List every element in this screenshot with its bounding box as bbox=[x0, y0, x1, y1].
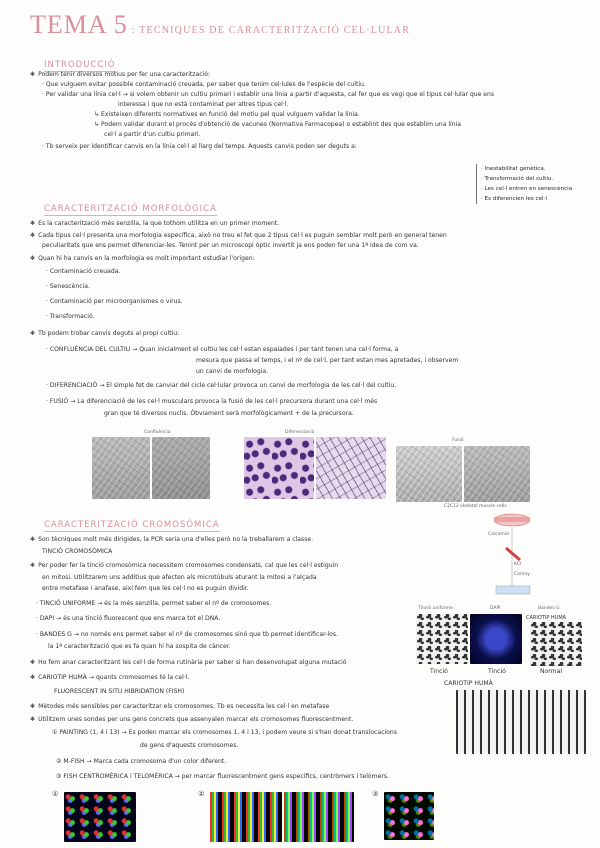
uniform-staining-image bbox=[416, 614, 468, 664]
bullet-star-icon: ✱ bbox=[30, 71, 36, 78]
morpho-line-6: · Contaminació per microorganismes o virus. bbox=[46, 298, 183, 305]
chromo-line-16: ② M-FISH → Marca cada cromosoma d'un color diferent. bbox=[56, 758, 227, 765]
procedure-diagram bbox=[476, 508, 586, 598]
bullet-star-icon: ✱ bbox=[30, 703, 36, 710]
morpho-line-9: · CONFLUÈNCIA DEL CULTIU → Quan inicialment el cultiu les cel·l estan espaiades i per tant tenen una cel·l forma, a bbox=[46, 346, 399, 353]
panel-label-uniform: Tinció uniforme bbox=[418, 606, 453, 611]
change-cause-item: · Inestabilitat genètica. bbox=[481, 166, 546, 172]
intro-line-1: · Que vulguem evitar possible contaminació creuada, per saber que tenim cel·lules de l'espècie del cultiu. bbox=[42, 81, 366, 88]
bullet-star-icon: ✱ bbox=[30, 674, 36, 681]
chromo-line-14: ① PAINTING (1, 4 i 13) → Es poden marcar els cromosomes 1, 4 i 13, i podem veure si s'han donat translocacions bbox=[52, 729, 397, 736]
syringe-icon bbox=[506, 548, 520, 560]
image-label-fusion: Fusió bbox=[452, 438, 464, 443]
differentiation-image-2 bbox=[316, 437, 386, 499]
image-label-confluence: Confluència bbox=[144, 430, 171, 435]
intro-line-4: ↳ Existeixen diferents normatives en funció del motiu pel qual vulguem validar la línia. bbox=[94, 111, 360, 118]
morpho-line-12: · DIFERENCIACIÓ → El simple fet de canviar del cicle cel·lular provoca un canvi de morfologia de les cel·l del cultiu. bbox=[46, 382, 397, 389]
morpho-line-2: peculiaritats que ens permet diferenciar-les. Tenint per un microscopi òptic invertit ja ens poden fer una 1ª idea de com va. bbox=[42, 242, 419, 249]
morpho-line-0: ✱ Es la caracterització més senzilla, la que tothom utilitza en un primer moment. bbox=[30, 220, 280, 227]
panel-label-dapi: DAPI bbox=[490, 606, 501, 611]
karyotype-image bbox=[456, 690, 586, 754]
intro-line-6: cel·l a partir d'un cultiu primari. bbox=[104, 131, 201, 138]
change-cause-item: · Transformació del cultiu. bbox=[481, 176, 554, 182]
section-heading-chromo: CARACTERITZACIÓ CROMOSÒMICA bbox=[44, 520, 220, 530]
change-cause-item: · Les cel·l entren en senescència bbox=[481, 186, 573, 192]
section-heading-intro: INTRODUCCIÓ bbox=[44, 60, 116, 70]
intro-line-7: · Tb serveix per identificar canvis en la línia cel·l al llarg del temps. Aquests canvis poden ser deguts a: bbox=[42, 143, 357, 150]
bullet-star-icon: ✱ bbox=[30, 716, 36, 723]
chromo-line-17: ③ FISH CENTROMÈRICA i TELOMÈRICA → per marcar fluorescentment gens específics, centròmers i telòmers. bbox=[56, 773, 389, 780]
chromo-line-4: entre metafase i anafase, així fem que les cel·l no es puguin dividir. bbox=[42, 585, 249, 592]
karyotype-caption: CARIOTIP HUMÀ bbox=[444, 680, 493, 687]
morpho-line-4: · Contaminació creuada. bbox=[46, 268, 121, 275]
chromo-line-10: ✱ CARIOTIP HUMÀ → quants cromosomes té la cel·l. bbox=[30, 674, 190, 681]
fish-marker-3: ③ bbox=[372, 790, 379, 798]
fish-marker-1: ① bbox=[52, 790, 59, 798]
chromo-line-3: en mitosi. Utilitzarem uns additius que afecten als microtúbuls aturant la mitosi a l'alçada bbox=[42, 574, 317, 581]
fish-painting-image bbox=[64, 792, 136, 842]
confluence-image-2 bbox=[152, 437, 210, 499]
page-title bbox=[30, 10, 410, 40]
fusion-image-2 bbox=[464, 446, 530, 502]
morpho-line-8: ✱ Tb podem trobar canvis deguts al propi cultiu: bbox=[30, 330, 180, 337]
bullet-star-icon: ✱ bbox=[30, 232, 36, 239]
chromo-line-2: ✱ Per poder fer la tinció cromosòmica necessitem cromosomes condensats, cal que les cel·l estiguin bbox=[30, 562, 339, 569]
bullet-star-icon: ✱ bbox=[30, 659, 36, 666]
bullet-star-icon: ✱ bbox=[30, 562, 36, 569]
fusion-caption: C2C12 skeletal muscle cells bbox=[444, 504, 507, 509]
change-cause-item: · Es diferencien les cel·l bbox=[481, 196, 547, 202]
chromo-line-11: FLUORESCENT IN SITU HIBRIDATION (FISH) bbox=[54, 688, 185, 695]
section-heading-morpho: CARACTERITZACIÓ MORFOLÒGICA bbox=[44, 204, 217, 214]
morpho-line-7: · Transformació. bbox=[46, 313, 95, 320]
intro-line-3: interessa i que no està contaminat per altres tipus cel·l. bbox=[118, 101, 289, 108]
differentiation-image-1 bbox=[244, 437, 314, 499]
bullet-star-icon: ✱ bbox=[30, 330, 36, 337]
bullet-star-icon: ✱ bbox=[30, 536, 36, 543]
bullet-star-icon: ✱ bbox=[30, 255, 36, 262]
panel-under-label-2: Tinció bbox=[488, 668, 506, 675]
chromo-line-7: · BANDES G → no només ens permet saber el nº de cromosomes sinó que tb permet identificar-los. bbox=[36, 631, 338, 638]
diagram-label-carnoy: Carnoy bbox=[514, 572, 530, 577]
culture-dish-body bbox=[494, 517, 530, 522]
panel-under-label-3: Normal bbox=[540, 668, 563, 675]
intro-line-0: ✱ Podem tenir diversos motius per fer una caracterització: bbox=[30, 71, 211, 78]
slide-icon bbox=[496, 586, 530, 594]
chromo-line-8: la 1ª caracterització que es fa quan hi ha sospita de càncer. bbox=[48, 643, 231, 650]
confluence-image-1 bbox=[92, 437, 150, 499]
morpho-line-10: mesura que passa el temps, i el nº de cel·l, per tant estan mes apretades, i observem bbox=[196, 357, 459, 364]
chromo-line-5: · TINCIÓ UNIFORME → és la més senzilla, permet saber el nº de cromosomes. bbox=[36, 600, 272, 607]
title-main: TEMA 5 bbox=[30, 10, 128, 39]
chromo-line-6: · DAPI → és una tinció fluorescent que ens marca tot el DNA. bbox=[36, 615, 221, 622]
image-label-differentiation: Diferenciació bbox=[285, 430, 315, 435]
fusion-image-1 bbox=[396, 446, 462, 502]
dapi-staining-image bbox=[470, 614, 522, 664]
mfish-image-1 bbox=[210, 792, 282, 842]
chromo-line-0: ✱ Son tècniques molt més dirigides, la PCR seria una d'elles però no la treballarem a classe. bbox=[30, 536, 314, 543]
morpho-line-1: ✱ Cada tipus cel·l presenta una morfologia específica, això no treu el fet que 2 tipus cel·l es puguin semblar molt però en general tenen bbox=[30, 232, 447, 239]
morpho-line-11: un canvi de morfologia. bbox=[196, 368, 269, 375]
morpho-line-14: gran que té diversos nuclis. Òbviament serà morfològicament + de la precursora. bbox=[104, 410, 354, 417]
gbands-staining-image bbox=[530, 622, 582, 666]
diagram-label-colcemid: Colcemid bbox=[488, 532, 509, 537]
morpho-line-5: · Senescència. bbox=[46, 283, 90, 290]
chromo-line-1: TINCIÓ CROMOSÒMICA bbox=[42, 548, 113, 555]
chromo-line-13: ✱ Utilitzem unes sondes per uns gens concrets que assenyalen marcar els cromosomes fluorescentment. bbox=[30, 716, 354, 723]
intro-line-2: · Per validar una línia cel·l → si volem obtenir un cultiu primari i establir una línia a partir d'aquesta, cal fer que es vegi que el tipus cel·lular que ens bbox=[42, 91, 495, 98]
chromo-line-9: ✱ Ho fem anar caracteritzant les cel·l de forma rutinària per saber si han desenvolupat alguna mutació bbox=[30, 659, 347, 666]
chromo-line-15: de gens d'aquests cromosomes. bbox=[140, 742, 239, 749]
mfish-image-2 bbox=[284, 792, 354, 842]
intro-line-5: ↳ Podem validar durant el procés d'obtenció de vacunes (Normativa Farmacopea) o establint des que establim una línia bbox=[94, 121, 462, 128]
chromo-line-12: ✱ Mètodes més sensibles per caracteritzar els cromosomes. Tb es necessita les cel·l en metafase bbox=[30, 703, 330, 710]
panel-label-gbands: Bandes G bbox=[538, 606, 560, 611]
diagram-label-kcl: KCl bbox=[514, 562, 522, 567]
bullet-star-icon: ✱ bbox=[30, 220, 36, 227]
panel-under-label-1: Tinció bbox=[430, 668, 448, 675]
morpho-line-13: · FUSIÓ → La diferenciació de les cel·l musculars provoca la fusió de les cel·l precursora durant una cel·l més bbox=[46, 398, 378, 405]
change-causes-list bbox=[476, 164, 591, 204]
fish-centromeric-image bbox=[384, 792, 434, 840]
title-sub: : TECNIQUES DE CARACTERITZACIÓ CEL·LULAR bbox=[131, 25, 411, 36]
morpho-line-3: ✱ Quan hi ha canvis en la morfologia es molt important estudiar l'origen: bbox=[30, 255, 255, 262]
diagram-side-note: CARIOTIP HUMÀ bbox=[526, 615, 567, 621]
fish-marker-2: ② bbox=[198, 790, 205, 798]
